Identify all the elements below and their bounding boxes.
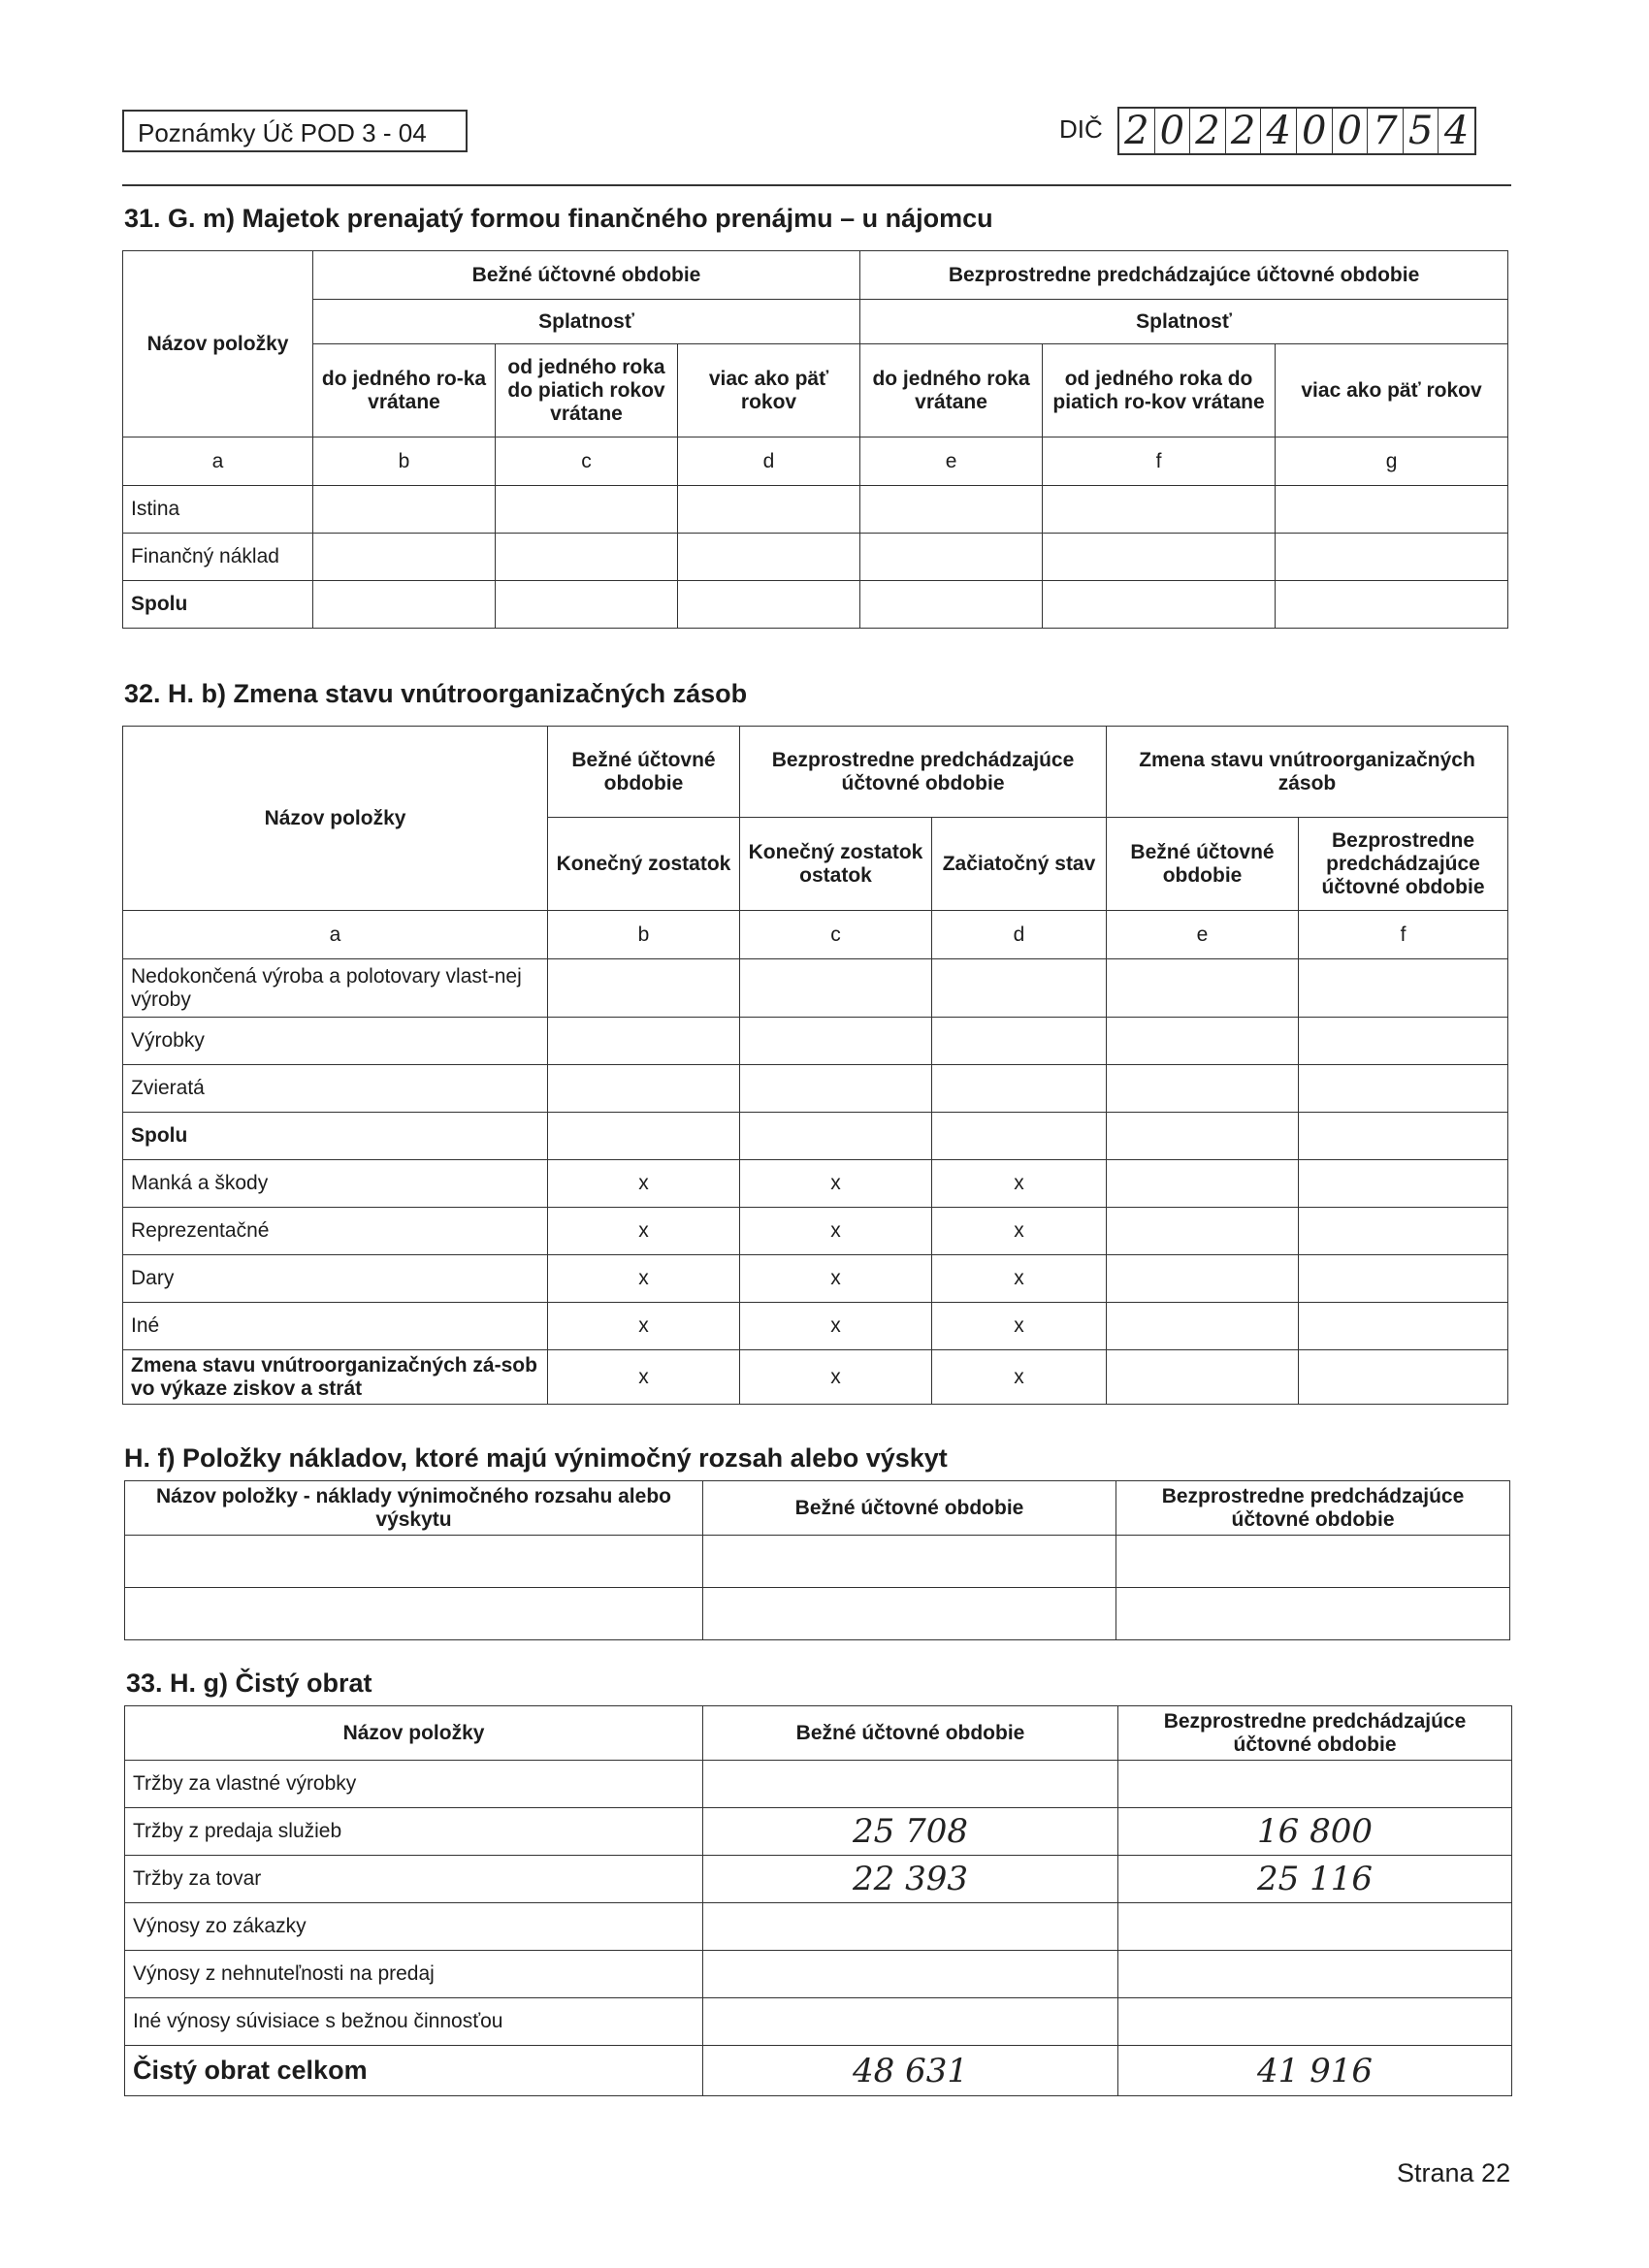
maturity-col: od jedného roka do piatich ro-kov vrátane (1043, 344, 1276, 437)
col-letter: c (740, 911, 932, 959)
value-previous[interactable] (1118, 1951, 1512, 1998)
table-cell[interactable] (740, 1113, 932, 1160)
value-current[interactable] (703, 1998, 1118, 2046)
row-label: Tržby za tovar (125, 1856, 703, 1903)
col-letter: f (1299, 911, 1508, 959)
value-previous[interactable]: 25 116 (1118, 1856, 1512, 1903)
table-33 (124, 1705, 1512, 2096)
table-cell[interactable] (1299, 1113, 1508, 1160)
dic-digit: 5 (1404, 109, 1439, 153)
maturity-header: Splatnosť (313, 300, 860, 344)
change-current-header: Bežné účtovné obdobie (1107, 818, 1299, 911)
x-mark: x (548, 1303, 740, 1350)
table-cell[interactable] (678, 534, 860, 581)
table-cell[interactable] (496, 534, 678, 581)
row-label: Spolu (123, 581, 313, 629)
dic-label: DIČ (1059, 114, 1103, 144)
col-letter: b (548, 911, 740, 959)
table-cell[interactable] (1107, 1208, 1299, 1255)
value-previous[interactable]: 16 800 (1118, 1808, 1512, 1856)
row-label: Spolu (123, 1113, 548, 1160)
row-label: Zvieratá (123, 1065, 548, 1113)
table-cell[interactable] (1107, 1160, 1299, 1208)
table-cell[interactable] (740, 1065, 932, 1113)
col-letter: e (1107, 911, 1299, 959)
table-cell[interactable] (1043, 486, 1276, 534)
opening-state-header: Začiatočný stav (932, 818, 1107, 911)
table-cell[interactable] (548, 1113, 740, 1160)
row-label: Nedokončená výroba a polotovary vlast-nej výroby (123, 959, 548, 1018)
col-letter: d (932, 911, 1107, 959)
col-previous-header: Bezprostredne predchádzajúce účtovné obdobie (1118, 1706, 1512, 1761)
maturity-col: do jedného ro-ka vrátane (313, 344, 496, 437)
col-current-header: Bežné účtovné obdobie (703, 1481, 1116, 1536)
dic-digit: 7 (1368, 109, 1404, 153)
table-cell[interactable] (1276, 534, 1508, 581)
section-32-title: 32. H. b) Zmena stavu vnútroorganizačných zásob (124, 679, 748, 708)
table-cell[interactable] (1299, 1350, 1508, 1405)
value-previous[interactable] (1118, 1998, 1512, 2046)
x-mark: x (932, 1350, 1107, 1405)
table-cell[interactable] (125, 1536, 703, 1588)
dic-digit: 2 (1226, 109, 1262, 153)
x-mark: x (548, 1350, 740, 1405)
header-rule (122, 184, 1511, 186)
x-mark: x (740, 1160, 932, 1208)
row-label: Výnosy z nehnuteľnosti na predaj (125, 1951, 703, 1998)
table-cell[interactable] (313, 486, 496, 534)
period-current-header: Bežné účtovné obdobie (313, 251, 860, 300)
table-cell[interactable] (1299, 1255, 1508, 1303)
table-cell[interactable] (1107, 1065, 1299, 1113)
section-hf-title: H. f) Položky nákladov, ktoré majú výnimočný rozsah alebo výskyt (124, 1443, 948, 1473)
table-cell[interactable] (125, 1588, 703, 1640)
table-cell[interactable] (860, 581, 1043, 629)
col-letter: d (678, 437, 860, 486)
table-cell[interactable] (1299, 959, 1508, 1018)
table-cell[interactable] (1276, 486, 1508, 534)
table-cell[interactable] (860, 534, 1043, 581)
x-mark: x (740, 1208, 932, 1255)
table-cell[interactable] (1043, 534, 1276, 581)
table-cell[interactable] (678, 486, 860, 534)
value-previous[interactable] (1118, 1903, 1512, 1951)
table-cell[interactable] (703, 1536, 1116, 1588)
x-mark: x (740, 1255, 932, 1303)
col-current-header: Bežné účtovné obdobie (703, 1706, 1118, 1761)
x-mark: x (932, 1160, 1107, 1208)
row-label: Finančný náklad (123, 534, 313, 581)
table-cell[interactable] (548, 1065, 740, 1113)
table-31 (122, 250, 1508, 629)
col-name-header: Názov položky (125, 1706, 703, 1761)
row-label: Výnosy zo zákazky (125, 1903, 703, 1951)
table-cell[interactable] (1107, 1255, 1299, 1303)
dic-digit: 4 (1443, 109, 1470, 153)
table-cell[interactable] (740, 959, 932, 1018)
table-cell[interactable] (703, 1588, 1116, 1640)
col-name-header: Názov položky (123, 251, 313, 437)
dic-digit: 0 (1297, 109, 1333, 153)
x-mark: x (548, 1255, 740, 1303)
maturity-col: viac ako päť rokov (1276, 344, 1508, 437)
dic-digit: 2 (1190, 109, 1226, 153)
col-letter: a (123, 911, 548, 959)
row-label: Manká a škody (123, 1160, 548, 1208)
value-previous[interactable] (1118, 1761, 1512, 1808)
row-label: Reprezentačné (123, 1208, 548, 1255)
table-cell[interactable] (932, 959, 1107, 1018)
final-balance-header: Konečný zostatok (548, 818, 740, 911)
row-label: Tržby za vlastné výrobky (125, 1761, 703, 1808)
total-label: Čistý obrat celkom (125, 2046, 703, 2096)
col-letter: a (123, 437, 313, 486)
x-mark: x (548, 1160, 740, 1208)
table-cell[interactable] (932, 1065, 1107, 1113)
table-cell[interactable] (313, 581, 496, 629)
section-31-title: 31. G. m) Majetok prenajatý formou finančného prenájmu – u nájomcu (124, 204, 993, 233)
table-cell[interactable] (548, 959, 740, 1018)
table-cell[interactable] (1299, 1160, 1508, 1208)
period-previous-header: Bezprostredne predchádzajúce účtovné obdobie (860, 251, 1508, 300)
value-current[interactable]: 22 393 (703, 1856, 1118, 1903)
x-mark: x (740, 1303, 932, 1350)
table-32 (122, 726, 1508, 1405)
table-cell[interactable] (1276, 581, 1508, 629)
table-cell[interactable] (1299, 1018, 1508, 1065)
value-current[interactable] (703, 1951, 1118, 1998)
table-hf (124, 1480, 1510, 1640)
x-mark: x (932, 1208, 1107, 1255)
row-label: Iné (123, 1303, 548, 1350)
table-cell[interactable] (1107, 959, 1299, 1018)
table-cell[interactable] (1107, 1018, 1299, 1065)
change-prev-header: Bezprostredne predchádzajúce účtovné obdobie (1299, 818, 1508, 911)
form-id-box: Poznámky Úč POD 3 - 04 (122, 110, 468, 152)
col-name-header: Názov položky (123, 727, 548, 911)
table-cell[interactable] (1299, 1303, 1508, 1350)
row-label: Výrobky (123, 1018, 548, 1065)
change-header: Zmena stavu vnútroorganizačných zásob (1107, 727, 1508, 818)
maturity-header: Splatnosť (860, 300, 1508, 344)
section-33-title: 33. H. g) Čistý obrat (126, 1669, 372, 1698)
page-number: Strana 22 (1397, 2158, 1511, 2187)
table-cell[interactable] (1107, 1113, 1299, 1160)
table-cell[interactable] (313, 534, 496, 581)
x-mark: x (740, 1350, 932, 1405)
table-cell[interactable] (740, 1018, 932, 1065)
table-cell[interactable] (1299, 1208, 1508, 1255)
total-current[interactable]: 48 631 (703, 2046, 1118, 2096)
table-cell[interactable] (548, 1018, 740, 1065)
row-label: Istina (123, 486, 313, 534)
row-label: Tržby z predaja služieb (125, 1808, 703, 1856)
final-balance-prev-header: Konečný zostatok ostatok (740, 818, 932, 911)
value-current[interactable] (703, 1761, 1118, 1808)
maturity-col: viac ako päť rokov (678, 344, 860, 437)
table-cell[interactable] (1116, 1588, 1510, 1640)
x-mark: x (932, 1303, 1107, 1350)
x-mark: x (932, 1255, 1107, 1303)
table-cell[interactable] (932, 1113, 1107, 1160)
table-cell[interactable] (1107, 1350, 1299, 1405)
col-letter: e (860, 437, 1043, 486)
row-label: Dary (123, 1255, 548, 1303)
dic-digit: 4 (1261, 109, 1297, 153)
value-current[interactable]: 25 708 (703, 1808, 1118, 1856)
table-cell[interactable] (1043, 581, 1276, 629)
col-previous-header: Bezprostredne predchádzajúce účtovné obdobie (1116, 1481, 1510, 1536)
col-letter: f (1043, 437, 1276, 486)
table-cell[interactable] (1107, 1303, 1299, 1350)
row-label: Iné výnosy súvisiace s bežnou činnosťou (125, 1998, 703, 2046)
table-cell[interactable] (860, 486, 1043, 534)
maturity-col: od jedného roka do piatich rokov vrátane (496, 344, 678, 437)
table-cell[interactable] (932, 1018, 1107, 1065)
col-name-header: Názov položky - náklady výnimočného rozsahu alebo výskytu (125, 1481, 703, 1536)
dic-digit: 0 (1155, 109, 1191, 153)
dic-digit: 2 (1119, 109, 1155, 153)
table-cell[interactable] (496, 486, 678, 534)
table-cell[interactable] (678, 581, 860, 629)
x-mark: x (548, 1208, 740, 1255)
col-letter: g (1276, 437, 1508, 486)
table-cell[interactable] (496, 581, 678, 629)
table-cell[interactable] (1116, 1536, 1510, 1588)
table-cell[interactable] (1299, 1065, 1508, 1113)
value-current[interactable] (703, 1903, 1118, 1951)
row-label: Zmena stavu vnútroorganizačných zá-sob vo výkaze ziskov a strát (123, 1350, 548, 1405)
col-letter: c (496, 437, 678, 486)
period-previous-header: Bezprostredne predchádzajúce účtovné obdobie (740, 727, 1107, 818)
col-letter: b (313, 437, 496, 486)
dic-boxes (1117, 107, 1476, 155)
total-previous[interactable]: 41 916 (1118, 2046, 1512, 2096)
period-current-header: Bežné účtovné obdobie (548, 727, 740, 818)
maturity-col: do jedného roka vrátane (860, 344, 1043, 437)
dic-digit: 0 (1333, 109, 1369, 153)
